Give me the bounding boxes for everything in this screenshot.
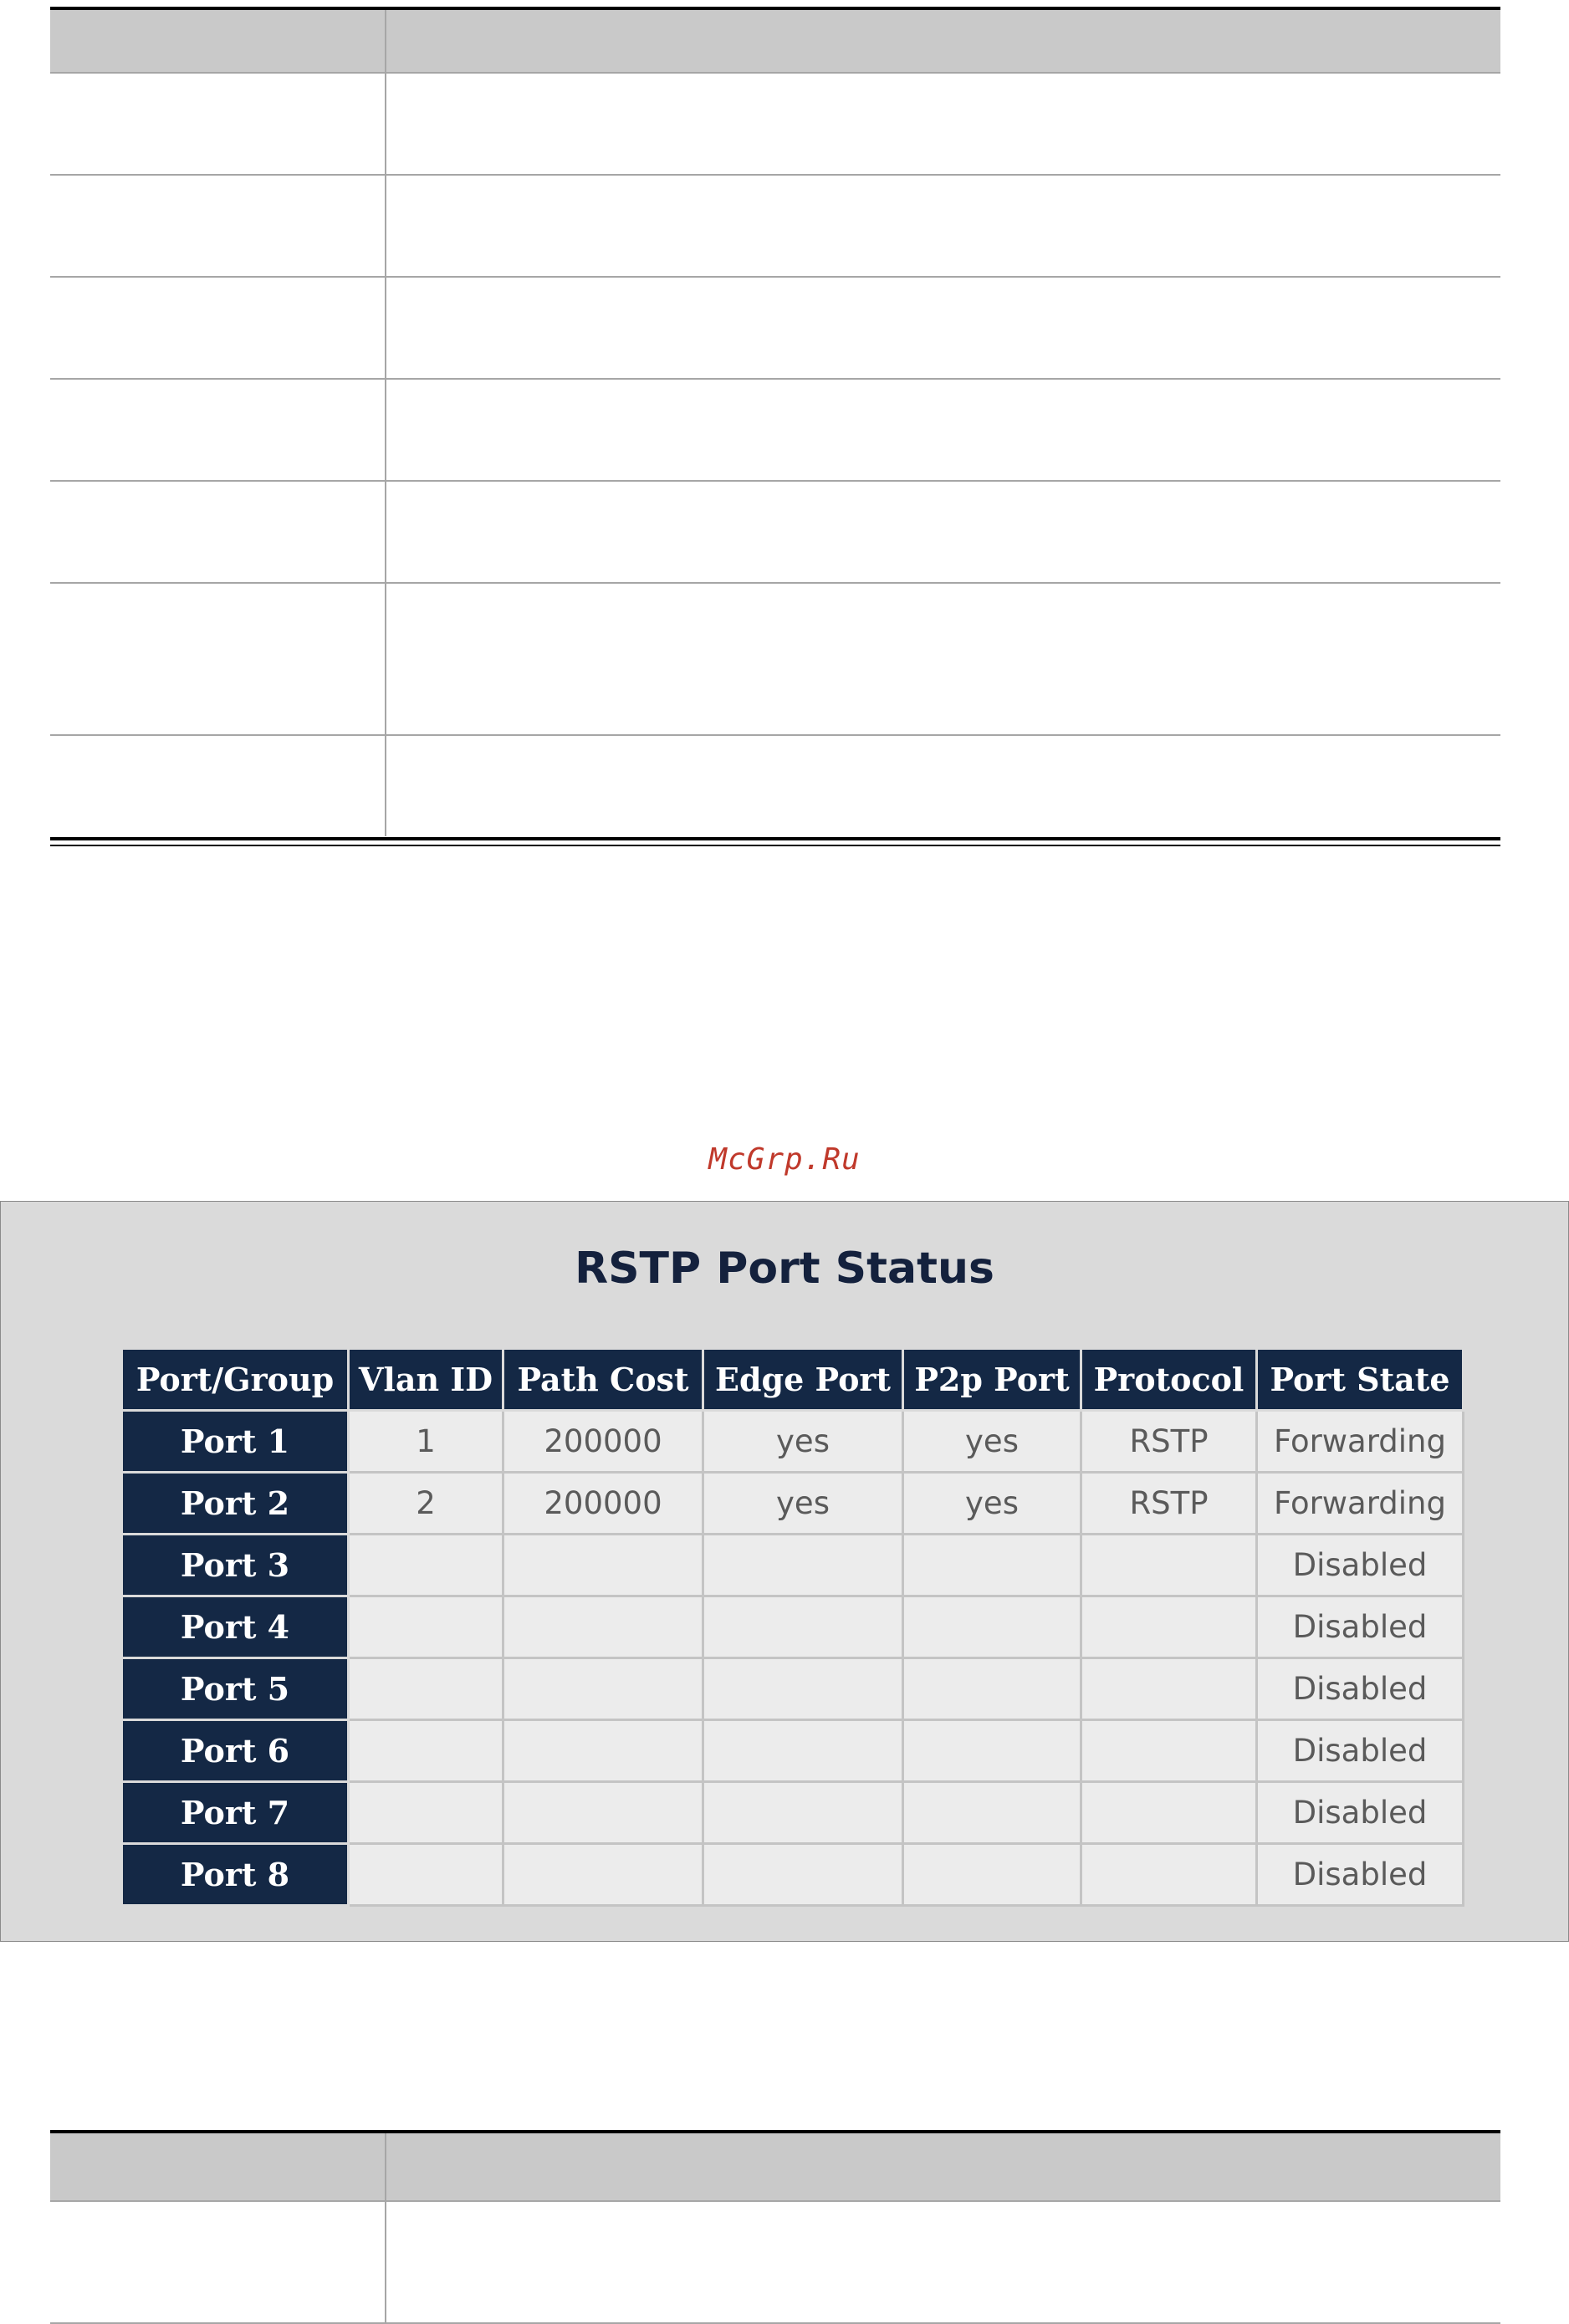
edge-port-cell [703, 1844, 903, 1906]
protocol-cell: RSTP [1081, 1411, 1257, 1473]
table-row [122, 1782, 1464, 1844]
p2p-port-cell: yes [903, 1411, 1081, 1473]
table-row [50, 735, 1500, 836]
column-header-edge-port: Edge Port [703, 1349, 903, 1411]
vlan-id-cell [349, 1844, 503, 1906]
table-cell [386, 583, 1500, 735]
header-cell-object [50, 2132, 386, 2201]
vlan-id-cell [349, 1720, 503, 1782]
protocol-cell [1081, 1720, 1257, 1782]
table-row [50, 583, 1500, 735]
port-name-cell: Port 8 [122, 1844, 349, 1906]
port-state-cell: Disabled [1257, 1658, 1464, 1720]
vlan-id-cell [349, 1535, 503, 1596]
port-state-cell: Disabled [1257, 1720, 1464, 1782]
edge-port-cell [703, 1535, 903, 1596]
rstp-screenshot-panel [0, 1201, 1569, 1942]
p2p-port-cell [903, 1535, 1081, 1596]
port-state-cell: Disabled [1257, 1844, 1464, 1906]
path-cost-cell [503, 1844, 703, 1906]
path-cost-cell: 200000 [503, 1473, 703, 1535]
table-cell [50, 583, 386, 735]
table-row [50, 175, 1500, 277]
table-row [50, 277, 1500, 379]
table-bottom-rule [50, 837, 1500, 840]
rstp-header-row [122, 1349, 1464, 1411]
rstp-port-status-table [120, 1347, 1464, 1907]
p2p-port-cell [903, 1596, 1081, 1658]
edge-port-cell [703, 1720, 903, 1782]
protocol-cell [1081, 1535, 1257, 1596]
port-state-cell: Disabled [1257, 1535, 1464, 1596]
table-row [50, 379, 1500, 481]
panel-title: RSTP Port Status [575, 1244, 994, 1294]
column-header-path-cost: Path Cost [503, 1349, 703, 1411]
table-header-row [50, 8, 1500, 73]
table-row [122, 1535, 1464, 1596]
table-cell [50, 2201, 386, 2323]
column-header-p2p-port: P2p Port [903, 1349, 1081, 1411]
watermark: McGrp.Ru [708, 1142, 861, 1177]
p2p-port-cell [903, 1782, 1081, 1844]
table-cell [50, 73, 386, 175]
path-cost-cell [503, 1596, 703, 1658]
path-cost-cell [503, 1535, 703, 1596]
port-name-cell: Port 4 [122, 1596, 349, 1658]
parameter-table-top [50, 7, 1500, 836]
port-state-cell: Forwarding [1257, 1411, 1464, 1473]
edge-port-cell [703, 1782, 903, 1844]
p2p-port-cell [903, 1720, 1081, 1782]
table-row [122, 1658, 1464, 1720]
column-header-protocol: Protocol [1081, 1349, 1257, 1411]
header-cell-description [386, 8, 1500, 73]
vlan-id-cell: 1 [349, 1411, 503, 1473]
parameter-table-bottom [50, 2130, 1500, 2324]
protocol-cell: RSTP [1081, 1473, 1257, 1535]
table-row [50, 481, 1500, 583]
port-state-cell: Disabled [1257, 1782, 1464, 1844]
table-cell [386, 73, 1500, 175]
p2p-port-cell [903, 1658, 1081, 1720]
table-cell [386, 481, 1500, 583]
port-name-cell: Port 5 [122, 1658, 349, 1720]
port-state-cell: Forwarding [1257, 1473, 1464, 1535]
path-cost-cell [503, 1720, 703, 1782]
port-state-cell: Disabled [1257, 1596, 1464, 1658]
table-cell [386, 2201, 1500, 2323]
table-row [122, 1411, 1464, 1473]
port-name-cell: Port 7 [122, 1782, 349, 1844]
table-cell [50, 735, 386, 836]
vlan-id-cell [349, 1658, 503, 1720]
port-name-cell: Port 6 [122, 1720, 349, 1782]
header-cell-object [50, 8, 386, 73]
table-cell [50, 379, 386, 481]
edge-port-cell: yes [703, 1473, 903, 1535]
vlan-id-cell: 2 [349, 1473, 503, 1535]
port-name-cell: Port 1 [122, 1411, 349, 1473]
port-name-cell: Port 2 [122, 1473, 349, 1535]
table-row [50, 2201, 1500, 2323]
vlan-id-cell [349, 1596, 503, 1658]
table-cell [386, 175, 1500, 277]
protocol-cell [1081, 1596, 1257, 1658]
path-cost-cell [503, 1782, 703, 1844]
protocol-cell [1081, 1658, 1257, 1720]
column-header-port-group: Port/Group [122, 1349, 349, 1411]
edge-port-cell [703, 1658, 903, 1720]
table-row [50, 73, 1500, 175]
path-cost-cell: 200000 [503, 1411, 703, 1473]
protocol-cell [1081, 1782, 1257, 1844]
table-cell [386, 277, 1500, 379]
path-cost-cell [503, 1658, 703, 1720]
table-cell [386, 735, 1500, 836]
table-row [122, 1720, 1464, 1782]
p2p-port-cell: yes [903, 1473, 1081, 1535]
table-cell [386, 379, 1500, 481]
table-cell [50, 175, 386, 277]
table-header-row [50, 2132, 1500, 2201]
table-row [122, 1596, 1464, 1658]
edge-port-cell [703, 1596, 903, 1658]
table-bottom-rule [50, 845, 1500, 846]
table-cell [50, 481, 386, 583]
table-row [122, 1844, 1464, 1906]
column-header-vlan-id: Vlan ID [349, 1349, 503, 1411]
header-cell-description [386, 2132, 1500, 2201]
column-header-port-state: Port State [1257, 1349, 1464, 1411]
edge-port-cell: yes [703, 1411, 903, 1473]
protocol-cell [1081, 1844, 1257, 1906]
table-row [122, 1473, 1464, 1535]
vlan-id-cell [349, 1782, 503, 1844]
p2p-port-cell [903, 1844, 1081, 1906]
port-name-cell: Port 3 [122, 1535, 349, 1596]
table-cell [50, 277, 386, 379]
